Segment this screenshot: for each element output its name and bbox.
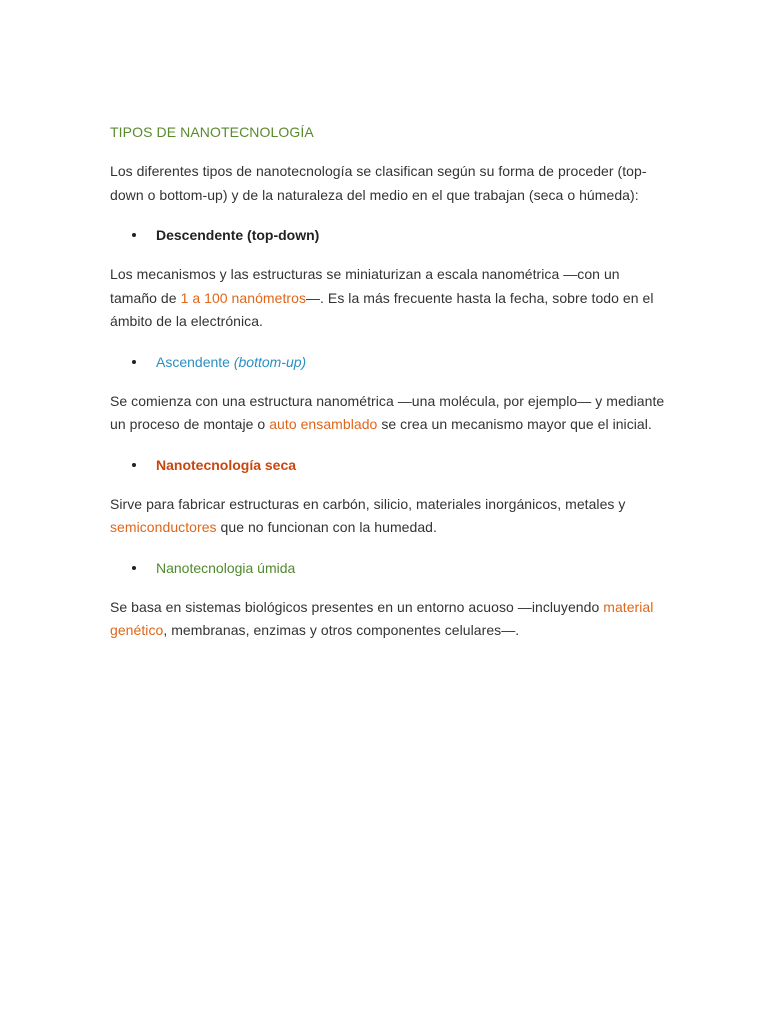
inline-link[interactable]: 1 a 100 nanómetros bbox=[180, 289, 306, 306]
bullet-label: Descendente (top-down) bbox=[156, 227, 320, 243]
intro-paragraph: Los diferentes tipos de nanotecnología se clasifican según su forma de proceder (top-down o bottom-up) y de la naturaleza del medio en el que trabajan (seca o húmeda): bbox=[110, 163, 647, 203]
bullet-item-ascendente bbox=[110, 351, 670, 373]
bullet-dot-icon bbox=[132, 566, 136, 570]
bullet-label-italic: (bottom-up) bbox=[233, 353, 307, 370]
paragraph-text: Los mecanismos y las estructuras se miniaturizan a escala nanométrica —con un tamaño de bbox=[110, 266, 620, 306]
bullet-dot-icon bbox=[132, 463, 136, 467]
paragraph-descendente bbox=[110, 263, 670, 334]
paragraph-text: que no funcionan con la humedad. bbox=[216, 519, 437, 535]
bullet-dot-icon bbox=[132, 233, 136, 237]
section-heading: TIPOS DE NANOTECNOLOGÍA bbox=[110, 124, 314, 140]
inline-link[interactable]: auto ensamblado bbox=[269, 416, 378, 432]
bullet-label-main: Ascendente bbox=[156, 353, 234, 370]
paragraph-humeda bbox=[110, 596, 670, 643]
document-page bbox=[110, 121, 670, 660]
paragraph-text: Se basa en sistemas biológicos presentes en un entorno acuoso —incluyendo bbox=[110, 598, 604, 615]
bullet-label: Nanotecnología seca bbox=[156, 456, 297, 473]
paragraph-seca bbox=[110, 493, 670, 540]
bullet-item-descendente bbox=[110, 224, 670, 246]
paragraph-text: Sirve para fabricar estructuras en carbón, silicio, materiales inorgánicos, metales y bbox=[110, 495, 626, 512]
bullet-label[interactable] bbox=[156, 354, 306, 370]
paragraph-text: se crea un mecanismo mayor que el inicial. bbox=[377, 416, 652, 432]
bullet-dot-icon bbox=[132, 360, 136, 364]
bullet-item-seca bbox=[110, 454, 670, 476]
bullet-label: Nanotecnologia úmida bbox=[156, 559, 296, 576]
bullet-item-humeda bbox=[110, 557, 670, 579]
inline-link[interactable]: material genético bbox=[110, 598, 654, 638]
paragraph-ascendente bbox=[110, 390, 670, 437]
inline-link[interactable]: semiconductores bbox=[110, 519, 217, 535]
paragraph-text: —. Es la más frecuente hasta la fecha, sobre todo en el ámbito de la electrónica. bbox=[110, 289, 654, 329]
paragraph-text: Se comienza con una estructura nanométrica —una molécula, por ejemplo— y mediante un proceso de montaje o bbox=[110, 392, 665, 432]
paragraph-text: , membranas, enzimas y otros componentes celulares—. bbox=[163, 622, 520, 638]
